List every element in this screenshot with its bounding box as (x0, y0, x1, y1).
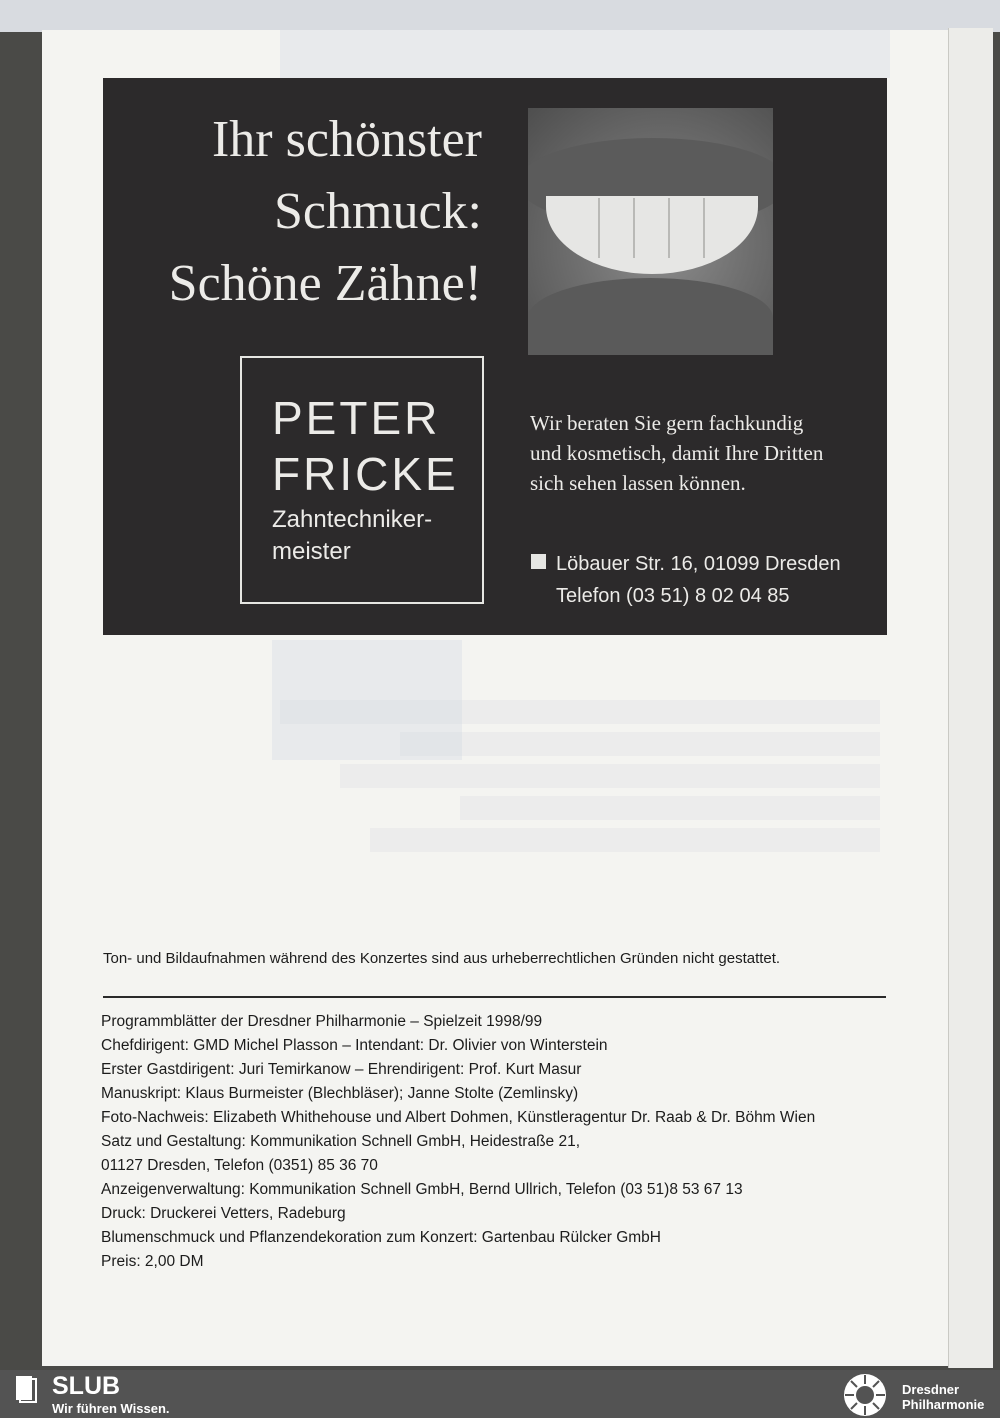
tagline-line: sich sehen lassen können. (530, 471, 746, 495)
book-icon (14, 1375, 38, 1403)
recording-notice: Ton- und Bildaufnahmen während des Konzertes sind aus urheberrechtlichen Gründen nicht gestattet. (103, 950, 781, 967)
phone-line: Telefon (03 51) 8 02 04 85 (556, 585, 790, 607)
price-line: Preis: 2,00 DM (101, 1253, 204, 1270)
photo-lower-lip (528, 278, 773, 355)
headline-line: Schmuck: (274, 183, 482, 240)
partner-name-line: Dresdner (902, 1382, 960, 1397)
bullet-square-icon (531, 554, 546, 569)
imprint-credits (101, 1010, 815, 1274)
credit-line: Programmblätter der Dresdner Philharmonie – Spielzeit 1998/99 (101, 1013, 543, 1030)
bleed-through-header (280, 30, 890, 78)
ad-tagline (530, 408, 870, 498)
slub-tagline: Wir führen Wissen. (52, 1401, 170, 1416)
credit-line: Erster Gastdirigent: Juri Temirkanow – Ehrendirigent: Prof. Kurt Masur (101, 1061, 582, 1078)
divider (103, 996, 886, 998)
credit-line: Blumenschmuck und Pflanzendekoration zum Konzert: Gartenbau Rülcker GmbH (101, 1229, 661, 1246)
tagline-line: und kosmetisch, damit Ihre Dritten (530, 441, 824, 465)
credit-line: Druck: Druckerei Vetters, Radeburg (101, 1205, 346, 1222)
credit-line: Manuskript: Klaus Burmeister (Blechbläser); Janne Stolte (Zemlinsky) (101, 1085, 579, 1102)
logo-subtitle (272, 504, 432, 568)
credit-line: Anzeigenverwaltung: Kommunikation Schnell GmbH, Bernd Ullrich, Telefon (03 51)8 53 67 13 (101, 1181, 743, 1198)
logo-subtitle-line: meister (272, 538, 351, 565)
headline-line: Schöne Zähne! (168, 255, 482, 312)
sunburst-logo-icon[interactable] (842, 1372, 888, 1418)
credit-line: Satz und Gestaltung: Kommunikation Schnell GmbH, Heidestraße 21, (101, 1133, 581, 1150)
credit-line: Foto-Nachweis: Elizabeth Whithehouse und Albert Dohmen, Künstleragentur Dr. Raab & Dr. Böhm Wien (101, 1109, 816, 1126)
photo-tooth-gap (703, 198, 705, 258)
headline-line: Ihr schönster (211, 111, 482, 168)
ad-headline (120, 104, 482, 320)
scan-top-strip (0, 0, 1000, 32)
address-line: Löbauer Str. 16, 01099 Dresden (556, 553, 841, 575)
logo-subtitle-line: Zahntechniker- (272, 506, 433, 533)
logo-name-line: PETER (272, 392, 441, 444)
photo-tooth-gap (598, 198, 600, 258)
tagline-line: Wir beraten Sie gern fachkundig (530, 411, 804, 435)
logo-name-line: FRICKE (272, 448, 459, 500)
ad-address (556, 548, 841, 612)
next-page-edge (948, 28, 993, 1368)
photo-teeth (546, 196, 758, 274)
slub-logo-text[interactable]: SLUB (52, 1372, 121, 1400)
credit-line: Chefdirigent: GMD Michel Plasson – Intendant: Dr. Olivier von Winterstein (101, 1037, 608, 1054)
bleed-through-text (280, 700, 880, 860)
credit-line: 01127 Dresden, Telefon (0351) 85 36 70 (101, 1157, 378, 1174)
partner-name-line: Philharmonie (902, 1397, 985, 1412)
photo-tooth-gap (668, 198, 670, 258)
photo-tooth-gap (633, 198, 635, 258)
smile-photo (528, 108, 773, 355)
partner-name (902, 1382, 984, 1412)
logo-company-name (272, 390, 459, 502)
